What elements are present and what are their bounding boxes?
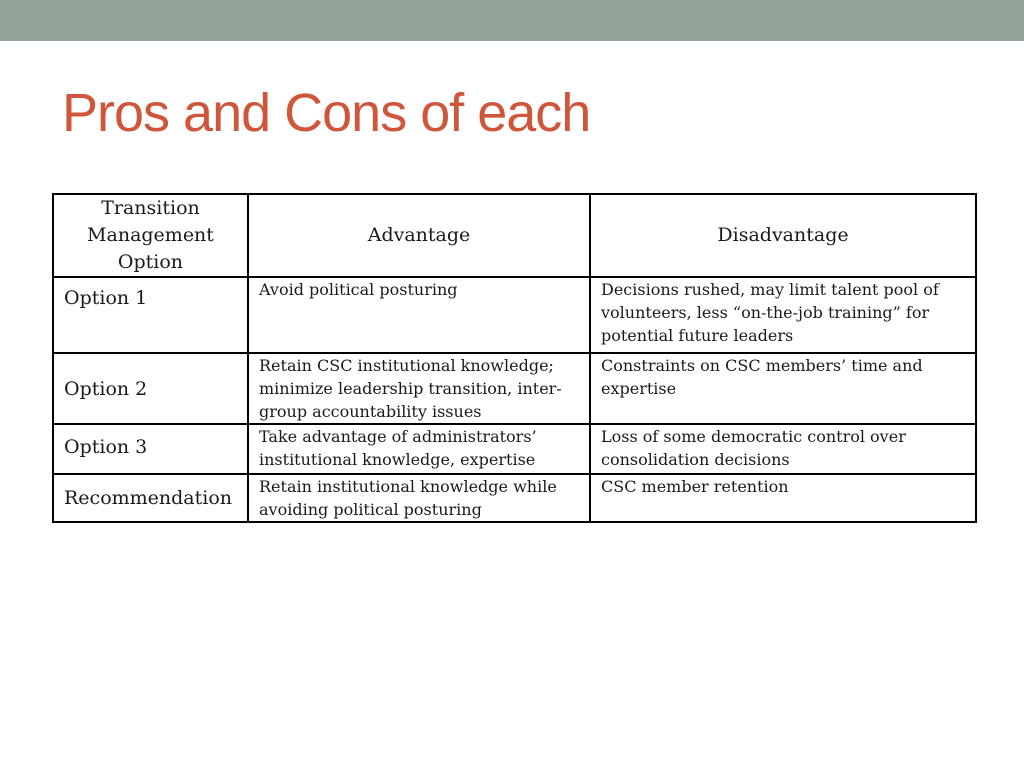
table-row [53,353,976,424]
top-accent-bar [0,0,1024,41]
option-cell: Option 1 [53,277,248,353]
slide-title: Pros and Cons of each [62,83,591,143]
advantage-cell: Retain institutional knowledge while avoiding political posturing [248,474,590,522]
header-advantage: Advantage [248,194,590,277]
header-option-label: Transition Management Option [87,197,214,273]
table-row [53,474,976,522]
disadvantage-cell: Decisions rushed, may limit talent pool of volunteers, less “on-the-job training” for potential future leaders [590,277,976,353]
advantage-cell: Take advantage of administrators’ institutional knowledge, expertise [248,424,590,474]
option-cell: Recommendation [53,474,248,522]
header-disadvantage: Disadvantage [590,194,976,277]
advantage-cell: Avoid political posturing [248,277,590,353]
option-cell: Option 3 [53,424,248,474]
disadvantage-cell: Loss of some democratic control over consolidation decisions [590,424,976,474]
option-cell: Option 2 [53,353,248,424]
pros-cons-table [52,193,977,523]
advantage-cell: Retain CSC institutional knowledge; minimize leadership transition, inter-group accountability issues [248,353,590,424]
header-option [53,194,248,277]
disadvantage-cell: Constraints on CSC members’ time and expertise [590,353,976,424]
table-row [53,277,976,353]
disadvantage-cell: CSC member retention [590,474,976,522]
table-row [53,424,976,474]
table-header-row [53,194,976,277]
